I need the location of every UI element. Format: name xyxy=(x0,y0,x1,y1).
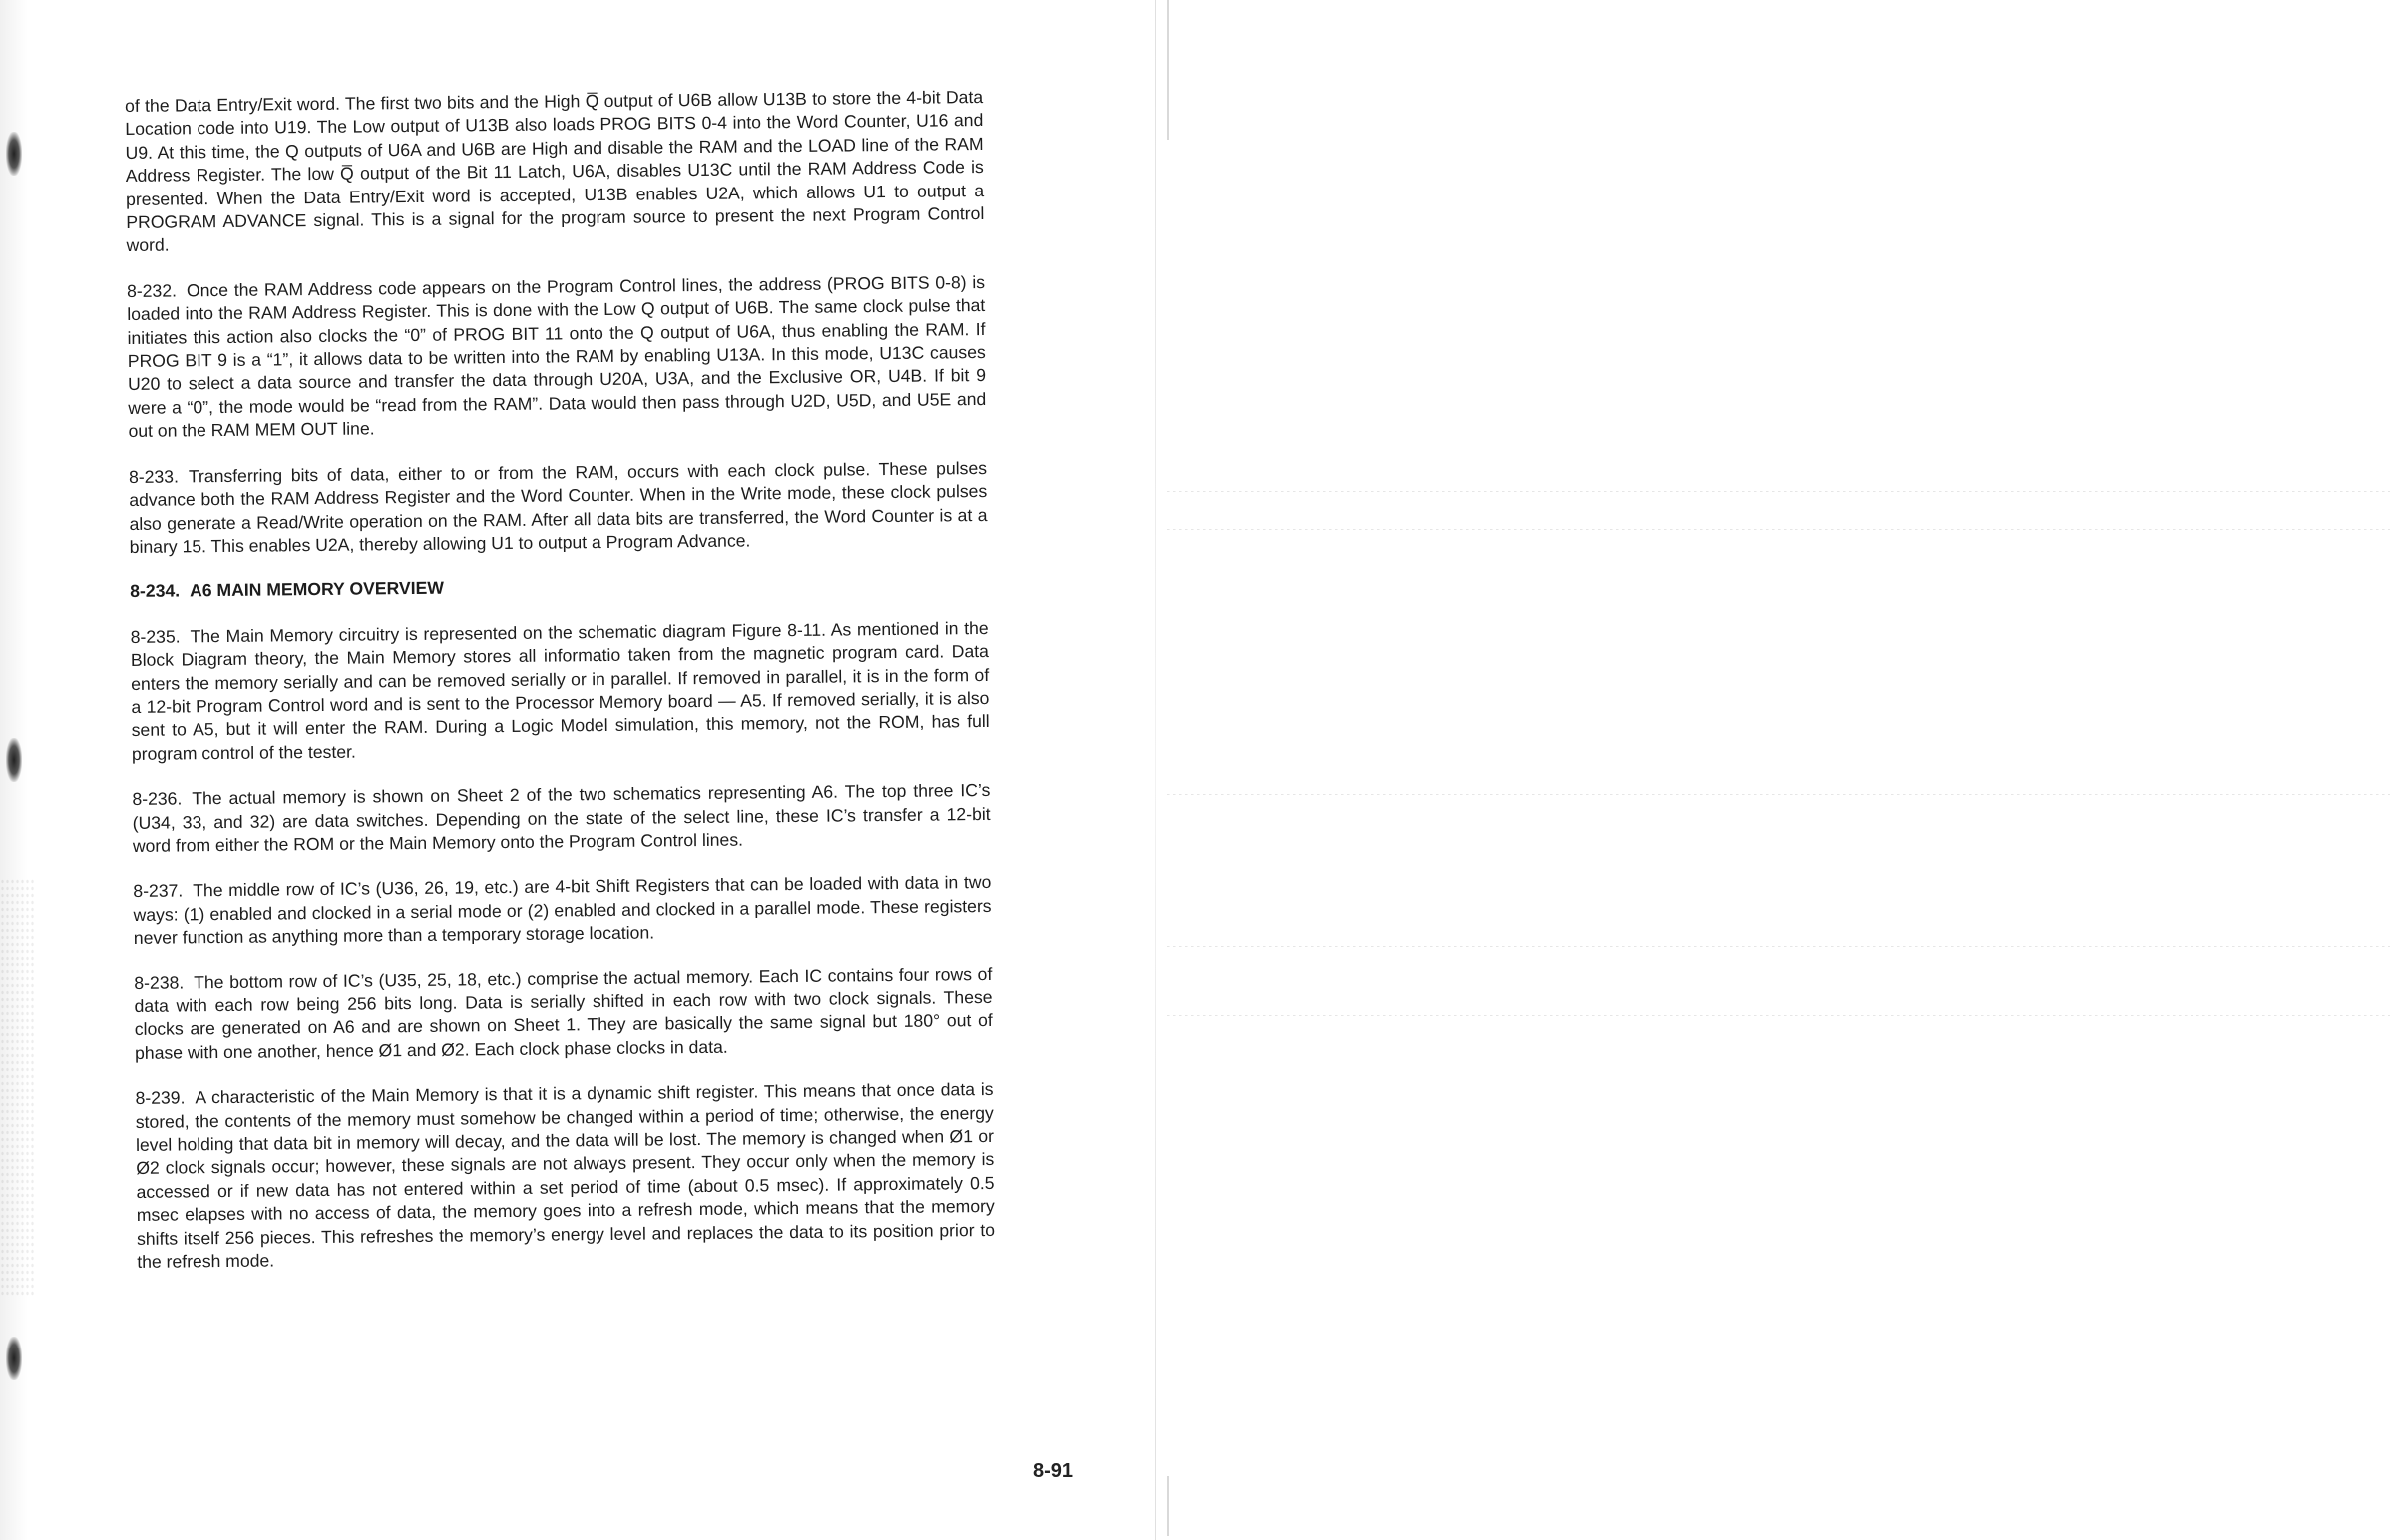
right-page-blank xyxy=(1157,0,2392,1540)
paragraph-8-233 xyxy=(129,457,988,560)
section-number: 8-234. xyxy=(130,580,181,602)
left-page xyxy=(0,0,1155,1540)
paragraph-text: Transferring bits of data, either to or from the RAM, occurs with each clock pulse. These pulses advance both the RAM Address Register and the Word Counter. When in the Write mode, these clock pulses also generate a Read/Write operation on the RAM. After all data bits are transferred, the Word Counter is at a binary 15. This enables U2A, thereby allowing U1 to output a Program Advance. xyxy=(129,457,988,557)
punch-hole-middle xyxy=(6,738,22,782)
bleed-through-line xyxy=(1167,794,2390,796)
bleed-through-line xyxy=(1167,529,2390,531)
punch-hole-top xyxy=(6,132,22,176)
paragraph-text: The actual memory is shown on Sheet 2 of the two schematics representing A6. The top three IC’s (U34, 33, and 32) are data switches. Depending on the state of the select line, these IC’s transfer a 12-bit word from either the ROM or the Main Memory onto the Program Control lines. xyxy=(132,780,991,856)
bleed-through-line xyxy=(1167,1015,2390,1017)
paragraph-8-232 xyxy=(127,271,987,444)
paragraph-8-238 xyxy=(134,963,993,1066)
paragraph-text: of the Data Entry/Exit word. The first two bits and the High Q̅ output of U6B allow U13B to store the 4-bit Data Location code into U19. The Low output of U13B also loads PROG BITS 0-4 into the Word Counter, U16 and U9. At this time, the Q outputs of U6A and U6B are High and disable the RAM and the LOAD line of the RAM Address Register. The low Q̅ output of the Bit 11 Latch, U6A, disables U13C until the RAM Address Code is presented. When the Data Entry/Exit word is accepted, U13B enables U2A, which allows U1 to output a PROGRAM ADVANCE signal. This is a signal for the program source to present the next Program Control word. xyxy=(125,86,985,256)
scan-edge-mark xyxy=(1167,0,1169,140)
section-heading xyxy=(130,572,988,603)
paragraph-8-235 xyxy=(131,617,990,766)
text-column xyxy=(125,86,996,1296)
page-gutter xyxy=(1155,0,1156,1540)
paragraph-number: 8-239. xyxy=(135,1087,186,1109)
paragraph-text: Once the RAM Address code appears on the Program Control lines, the address (PROG BITS 0-8) is loaded into the RAM Address Register. This is done with the Low Q output of U6B. The same clock pulse that initiates this action also clocks the “0” of PROG BIT 11 onto the Q output of U6A, thus enabling the RAM. If PROG BIT 9 is a “1”, it allows data to be written into the RAM by enabling U13A. In this mode, U13C causes U20 to select a data source and transfer the data through U20A, U3A, and the Exclusive OR, U4B. If bit 9 were a “0”, the mode would be “read from the RAM”. Data would then pass through U2D, U5D, and U5E and out on the RAM MEM OUT line. xyxy=(127,271,987,442)
paragraph-8-237 xyxy=(133,871,992,950)
scan-speckle xyxy=(0,878,36,1297)
paragraph-text: The middle row of IC’s (U36, 26, 19, etc.) are 4-bit Shift Registers that can be loaded with data in two ways: (1) enabled and clocked in a serial mode or (2) enabled and clocked in a parallel mode. These registers never function as anything more than a temporary storage location. xyxy=(133,872,992,949)
paragraph-number: 8-236. xyxy=(132,788,183,810)
section-title: A6 MAIN MEMORY OVERVIEW xyxy=(190,578,445,601)
paragraph-number: 8-237. xyxy=(133,880,184,902)
paragraph-text: A characteristic of the Main Memory is that it is a dynamic shift register. This means that once data is stored, the contents of the memory must somehow be changed within a period of time; otherwise, the energy level holding that data bit in memory will decay, and the data will be lost. The memory is changed when Ø1 or Ø2 clock signals occur; however, these signals are not always present. They occur only when the memory is accessed or if new data has not entered within a set period of time (about 0.5 msec). If approximately 0.5 msec elapses with no access of data, the memory goes into a refresh mode, which means that the memory shifts itself 256 pieces. This refreshes the memory’s energy level and replaces the data to its position prior to the refresh mode. xyxy=(135,1079,996,1272)
paragraph-text: The bottom row of IC’s (U35, 25, 18, etc.) comprise the actual memory. Each IC contains four rows of data with each row being 256 bits long. Data is serially shifted in each row with two clock signals. These clocks are generated on A6 and are shown on Sheet 1. They are basically the same signal but 180° out of phase with one another, hence Ø1 and Ø2. Each clock phase clocks in data. xyxy=(134,963,993,1063)
punch-hole-bottom xyxy=(6,1337,22,1380)
paragraph-8-239 xyxy=(135,1078,995,1274)
paragraph-number: 8-235. xyxy=(130,626,181,647)
bleed-through-line xyxy=(1167,946,2390,948)
paragraph-text: The Main Memory circuitry is represented on the schematic diagram Figure 8-11. As mentioned in the Block Diagram theory, the Main Memory stores all informatio taken from the magnetic program card. Data enters the memory serially and can be removed serially or in parallel. If removed in parallel, it is in the form of a 12-bit Program Control word and is sent to the Processor Memory board — A5. If removed serially, it is also sent to A5, but it will enter the RAM. During a Logic Model simulation, this memory, not the ROM, has full program control of the tester. xyxy=(130,617,990,764)
scan-edge-mark xyxy=(1167,1476,1169,1536)
paragraph-number: 8-238. xyxy=(134,972,185,993)
paragraph-continued xyxy=(125,86,985,258)
paragraph-number: 8-232. xyxy=(126,280,178,301)
paragraph-8-236 xyxy=(132,779,991,858)
page-number: 8-91 xyxy=(1033,1460,1074,1482)
paragraph-number: 8-233. xyxy=(128,466,180,487)
bleed-through-line xyxy=(1167,491,2390,493)
